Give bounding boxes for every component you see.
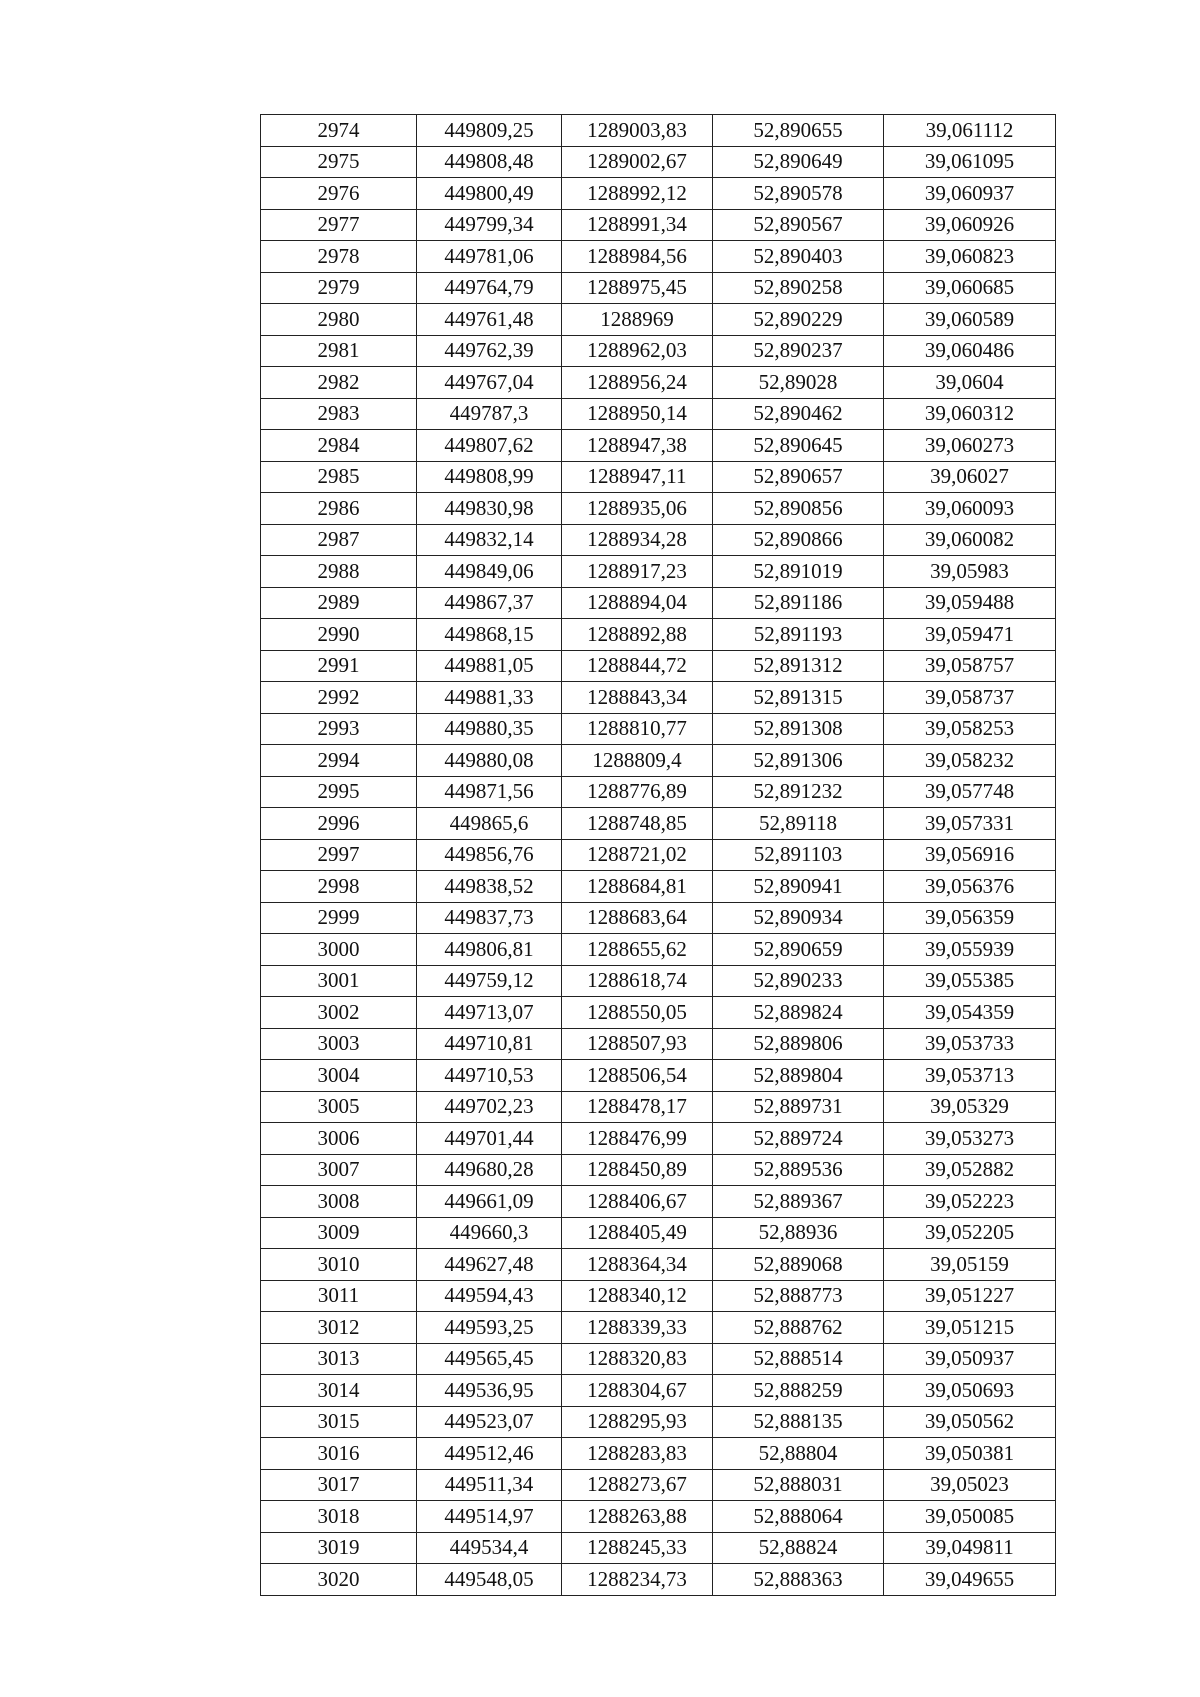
table-row bbox=[261, 587, 1056, 619]
point-number-cell: 3019 bbox=[261, 1532, 417, 1564]
x-coordinate-cell: 449868,15 bbox=[417, 619, 562, 651]
point-number-cell: 3006 bbox=[261, 1123, 417, 1155]
point-number-cell: 2984 bbox=[261, 430, 417, 462]
point-number-cell: 2977 bbox=[261, 209, 417, 241]
table-row bbox=[261, 871, 1056, 903]
y-coordinate-cell: 1288507,93 bbox=[562, 1028, 713, 1060]
point-number-cell: 2987 bbox=[261, 524, 417, 556]
point-number-cell: 3020 bbox=[261, 1564, 417, 1596]
latitude-cell: 52,890934 bbox=[713, 902, 884, 934]
point-number-cell: 3017 bbox=[261, 1469, 417, 1501]
longitude-cell: 39,050937 bbox=[884, 1343, 1056, 1375]
table-row bbox=[261, 965, 1056, 997]
table-row bbox=[261, 335, 1056, 367]
x-coordinate-cell: 449881,33 bbox=[417, 682, 562, 714]
longitude-cell: 39,060685 bbox=[884, 272, 1056, 304]
y-coordinate-cell: 1288476,99 bbox=[562, 1123, 713, 1155]
point-number-cell: 3001 bbox=[261, 965, 417, 997]
table-row bbox=[261, 1060, 1056, 1092]
y-coordinate-cell: 1288748,85 bbox=[562, 808, 713, 840]
point-number-cell: 3003 bbox=[261, 1028, 417, 1060]
y-coordinate-cell: 1288478,17 bbox=[562, 1091, 713, 1123]
point-number-cell: 2982 bbox=[261, 367, 417, 399]
table-row bbox=[261, 461, 1056, 493]
longitude-cell: 39,05159 bbox=[884, 1249, 1056, 1281]
longitude-cell: 39,060589 bbox=[884, 304, 1056, 336]
x-coordinate-cell: 449764,79 bbox=[417, 272, 562, 304]
latitude-cell: 52,890657 bbox=[713, 461, 884, 493]
x-coordinate-cell: 449856,76 bbox=[417, 839, 562, 871]
x-coordinate-cell: 449536,95 bbox=[417, 1375, 562, 1407]
point-number-cell: 2999 bbox=[261, 902, 417, 934]
table-row bbox=[261, 619, 1056, 651]
y-coordinate-cell: 1288340,12 bbox=[562, 1280, 713, 1312]
x-coordinate-cell: 449880,08 bbox=[417, 745, 562, 777]
longitude-cell: 39,060823 bbox=[884, 241, 1056, 273]
x-coordinate-cell: 449832,14 bbox=[417, 524, 562, 556]
longitude-cell: 39,056376 bbox=[884, 871, 1056, 903]
x-coordinate-cell: 449837,73 bbox=[417, 902, 562, 934]
y-coordinate-cell: 1288283,83 bbox=[562, 1438, 713, 1470]
latitude-cell: 52,88936 bbox=[713, 1217, 884, 1249]
longitude-cell: 39,06027 bbox=[884, 461, 1056, 493]
longitude-cell: 39,052223 bbox=[884, 1186, 1056, 1218]
latitude-cell: 52,889367 bbox=[713, 1186, 884, 1218]
longitude-cell: 39,058232 bbox=[884, 745, 1056, 777]
longitude-cell: 39,058253 bbox=[884, 713, 1056, 745]
point-number-cell: 2990 bbox=[261, 619, 417, 651]
point-number-cell: 2992 bbox=[261, 682, 417, 714]
latitude-cell: 52,890229 bbox=[713, 304, 884, 336]
y-coordinate-cell: 1288892,88 bbox=[562, 619, 713, 651]
y-coordinate-cell: 1288304,67 bbox=[562, 1375, 713, 1407]
x-coordinate-cell: 449702,23 bbox=[417, 1091, 562, 1123]
point-number-cell: 2981 bbox=[261, 335, 417, 367]
y-coordinate-cell: 1288273,67 bbox=[562, 1469, 713, 1501]
y-coordinate-cell: 1288984,56 bbox=[562, 241, 713, 273]
x-coordinate-cell: 449661,09 bbox=[417, 1186, 562, 1218]
table-row bbox=[261, 115, 1056, 147]
point-number-cell: 2979 bbox=[261, 272, 417, 304]
longitude-cell: 39,054359 bbox=[884, 997, 1056, 1029]
x-coordinate-cell: 449512,46 bbox=[417, 1438, 562, 1470]
table-row bbox=[261, 1186, 1056, 1218]
latitude-cell: 52,888363 bbox=[713, 1564, 884, 1596]
longitude-cell: 39,060273 bbox=[884, 430, 1056, 462]
longitude-cell: 39,060093 bbox=[884, 493, 1056, 525]
table-row bbox=[261, 1501, 1056, 1533]
coordinates-table-body bbox=[261, 115, 1056, 1596]
x-coordinate-cell: 449781,06 bbox=[417, 241, 562, 273]
x-coordinate-cell: 449800,49 bbox=[417, 178, 562, 210]
y-coordinate-cell: 1288956,24 bbox=[562, 367, 713, 399]
y-coordinate-cell: 1288405,49 bbox=[562, 1217, 713, 1249]
y-coordinate-cell: 1288506,54 bbox=[562, 1060, 713, 1092]
y-coordinate-cell: 1288975,45 bbox=[562, 272, 713, 304]
latitude-cell: 52,890655 bbox=[713, 115, 884, 147]
latitude-cell: 52,890233 bbox=[713, 965, 884, 997]
longitude-cell: 39,050381 bbox=[884, 1438, 1056, 1470]
table-row bbox=[261, 839, 1056, 871]
point-number-cell: 2994 bbox=[261, 745, 417, 777]
point-number-cell: 2991 bbox=[261, 650, 417, 682]
table-row bbox=[261, 1469, 1056, 1501]
table-row bbox=[261, 682, 1056, 714]
point-number-cell: 3004 bbox=[261, 1060, 417, 1092]
latitude-cell: 52,890856 bbox=[713, 493, 884, 525]
y-coordinate-cell: 1288992,12 bbox=[562, 178, 713, 210]
x-coordinate-cell: 449680,28 bbox=[417, 1154, 562, 1186]
longitude-cell: 39,056916 bbox=[884, 839, 1056, 871]
x-coordinate-cell: 449627,48 bbox=[417, 1249, 562, 1281]
latitude-cell: 52,89028 bbox=[713, 367, 884, 399]
longitude-cell: 39,055939 bbox=[884, 934, 1056, 966]
x-coordinate-cell: 449534,4 bbox=[417, 1532, 562, 1564]
point-number-cell: 2980 bbox=[261, 304, 417, 336]
y-coordinate-cell: 1288962,03 bbox=[562, 335, 713, 367]
y-coordinate-cell: 1288364,34 bbox=[562, 1249, 713, 1281]
y-coordinate-cell: 1288809,4 bbox=[562, 745, 713, 777]
latitude-cell: 52,891232 bbox=[713, 776, 884, 808]
x-coordinate-cell: 449701,44 bbox=[417, 1123, 562, 1155]
latitude-cell: 52,889824 bbox=[713, 997, 884, 1029]
y-coordinate-cell: 1288618,74 bbox=[562, 965, 713, 997]
latitude-cell: 52,888064 bbox=[713, 1501, 884, 1533]
x-coordinate-cell: 449548,05 bbox=[417, 1564, 562, 1596]
y-coordinate-cell: 1288550,05 bbox=[562, 997, 713, 1029]
point-number-cell: 2978 bbox=[261, 241, 417, 273]
table-row bbox=[261, 1028, 1056, 1060]
longitude-cell: 39,050693 bbox=[884, 1375, 1056, 1407]
longitude-cell: 39,061112 bbox=[884, 115, 1056, 147]
point-number-cell: 2986 bbox=[261, 493, 417, 525]
table-row bbox=[261, 430, 1056, 462]
y-coordinate-cell: 1288295,93 bbox=[562, 1406, 713, 1438]
table-row bbox=[261, 146, 1056, 178]
x-coordinate-cell: 449849,06 bbox=[417, 556, 562, 588]
latitude-cell: 52,891186 bbox=[713, 587, 884, 619]
point-number-cell: 3009 bbox=[261, 1217, 417, 1249]
x-coordinate-cell: 449830,98 bbox=[417, 493, 562, 525]
x-coordinate-cell: 449880,35 bbox=[417, 713, 562, 745]
latitude-cell: 52,890567 bbox=[713, 209, 884, 241]
table-row bbox=[261, 524, 1056, 556]
table-row bbox=[261, 1280, 1056, 1312]
y-coordinate-cell: 1288406,67 bbox=[562, 1186, 713, 1218]
table-row bbox=[261, 1249, 1056, 1281]
longitude-cell: 39,050085 bbox=[884, 1501, 1056, 1533]
y-coordinate-cell: 1288935,06 bbox=[562, 493, 713, 525]
table-row bbox=[261, 209, 1056, 241]
latitude-cell: 52,889731 bbox=[713, 1091, 884, 1123]
x-coordinate-cell: 449759,12 bbox=[417, 965, 562, 997]
x-coordinate-cell: 449594,43 bbox=[417, 1280, 562, 1312]
x-coordinate-cell: 449838,52 bbox=[417, 871, 562, 903]
y-coordinate-cell: 1288683,64 bbox=[562, 902, 713, 934]
point-number-cell: 2983 bbox=[261, 398, 417, 430]
y-coordinate-cell: 1288947,38 bbox=[562, 430, 713, 462]
longitude-cell: 39,059488 bbox=[884, 587, 1056, 619]
latitude-cell: 52,891312 bbox=[713, 650, 884, 682]
longitude-cell: 39,060486 bbox=[884, 335, 1056, 367]
y-coordinate-cell: 1289003,83 bbox=[562, 115, 713, 147]
x-coordinate-cell: 449871,56 bbox=[417, 776, 562, 808]
longitude-cell: 39,053273 bbox=[884, 1123, 1056, 1155]
table-row bbox=[261, 272, 1056, 304]
latitude-cell: 52,891315 bbox=[713, 682, 884, 714]
x-coordinate-cell: 449761,48 bbox=[417, 304, 562, 336]
longitude-cell: 39,0604 bbox=[884, 367, 1056, 399]
latitude-cell: 52,890649 bbox=[713, 146, 884, 178]
latitude-cell: 52,891308 bbox=[713, 713, 884, 745]
latitude-cell: 52,890578 bbox=[713, 178, 884, 210]
y-coordinate-cell: 1288917,23 bbox=[562, 556, 713, 588]
point-number-cell: 2989 bbox=[261, 587, 417, 619]
y-coordinate-cell: 1288776,89 bbox=[562, 776, 713, 808]
y-coordinate-cell: 1288450,89 bbox=[562, 1154, 713, 1186]
point-number-cell: 2996 bbox=[261, 808, 417, 840]
latitude-cell: 52,890258 bbox=[713, 272, 884, 304]
table-row bbox=[261, 241, 1056, 273]
longitude-cell: 39,05023 bbox=[884, 1469, 1056, 1501]
latitude-cell: 52,890866 bbox=[713, 524, 884, 556]
longitude-cell: 39,049811 bbox=[884, 1532, 1056, 1564]
x-coordinate-cell: 449799,34 bbox=[417, 209, 562, 241]
latitude-cell: 52,889536 bbox=[713, 1154, 884, 1186]
point-number-cell: 3007 bbox=[261, 1154, 417, 1186]
y-coordinate-cell: 1289002,67 bbox=[562, 146, 713, 178]
table-row bbox=[261, 1438, 1056, 1470]
y-coordinate-cell: 1288339,33 bbox=[562, 1312, 713, 1344]
x-coordinate-cell: 449767,04 bbox=[417, 367, 562, 399]
coordinates-table bbox=[260, 114, 1056, 1596]
table-row bbox=[261, 1343, 1056, 1375]
latitude-cell: 52,888514 bbox=[713, 1343, 884, 1375]
table-row bbox=[261, 1532, 1056, 1564]
table-row bbox=[261, 745, 1056, 777]
x-coordinate-cell: 449787,3 bbox=[417, 398, 562, 430]
point-number-cell: 3016 bbox=[261, 1438, 417, 1470]
x-coordinate-cell: 449523,07 bbox=[417, 1406, 562, 1438]
y-coordinate-cell: 1288263,88 bbox=[562, 1501, 713, 1533]
latitude-cell: 52,888762 bbox=[713, 1312, 884, 1344]
latitude-cell: 52,891193 bbox=[713, 619, 884, 651]
point-number-cell: 3002 bbox=[261, 997, 417, 1029]
point-number-cell: 2975 bbox=[261, 146, 417, 178]
point-number-cell: 3000 bbox=[261, 934, 417, 966]
longitude-cell: 39,056359 bbox=[884, 902, 1056, 934]
x-coordinate-cell: 449865,6 bbox=[417, 808, 562, 840]
table-row bbox=[261, 1312, 1056, 1344]
longitude-cell: 39,060082 bbox=[884, 524, 1056, 556]
table-row bbox=[261, 178, 1056, 210]
x-coordinate-cell: 449710,53 bbox=[417, 1060, 562, 1092]
latitude-cell: 52,890462 bbox=[713, 398, 884, 430]
point-number-cell: 3012 bbox=[261, 1312, 417, 1344]
table-row bbox=[261, 556, 1056, 588]
longitude-cell: 39,05329 bbox=[884, 1091, 1056, 1123]
longitude-cell: 39,053733 bbox=[884, 1028, 1056, 1060]
point-number-cell: 3015 bbox=[261, 1406, 417, 1438]
table-row bbox=[261, 1154, 1056, 1186]
point-number-cell: 3018 bbox=[261, 1501, 417, 1533]
longitude-cell: 39,060937 bbox=[884, 178, 1056, 210]
y-coordinate-cell: 1288655,62 bbox=[562, 934, 713, 966]
y-coordinate-cell: 1288843,34 bbox=[562, 682, 713, 714]
longitude-cell: 39,051227 bbox=[884, 1280, 1056, 1312]
point-number-cell: 3011 bbox=[261, 1280, 417, 1312]
x-coordinate-cell: 449660,3 bbox=[417, 1217, 562, 1249]
latitude-cell: 52,88804 bbox=[713, 1438, 884, 1470]
latitude-cell: 52,89118 bbox=[713, 808, 884, 840]
longitude-cell: 39,057331 bbox=[884, 808, 1056, 840]
point-number-cell: 2993 bbox=[261, 713, 417, 745]
point-number-cell: 2985 bbox=[261, 461, 417, 493]
table-row bbox=[261, 398, 1056, 430]
y-coordinate-cell: 1288320,83 bbox=[562, 1343, 713, 1375]
x-coordinate-cell: 449881,05 bbox=[417, 650, 562, 682]
table-row bbox=[261, 1375, 1056, 1407]
table-row bbox=[261, 1091, 1056, 1123]
latitude-cell: 52,890645 bbox=[713, 430, 884, 462]
y-coordinate-cell: 1288721,02 bbox=[562, 839, 713, 871]
x-coordinate-cell: 449807,62 bbox=[417, 430, 562, 462]
longitude-cell: 39,052205 bbox=[884, 1217, 1056, 1249]
x-coordinate-cell: 449514,97 bbox=[417, 1501, 562, 1533]
point-number-cell: 2974 bbox=[261, 115, 417, 147]
y-coordinate-cell: 1288950,14 bbox=[562, 398, 713, 430]
latitude-cell: 52,891019 bbox=[713, 556, 884, 588]
latitude-cell: 52,888259 bbox=[713, 1375, 884, 1407]
longitude-cell: 39,061095 bbox=[884, 146, 1056, 178]
point-number-cell: 2995 bbox=[261, 776, 417, 808]
y-coordinate-cell: 1288844,72 bbox=[562, 650, 713, 682]
table-row bbox=[261, 713, 1056, 745]
longitude-cell: 39,053713 bbox=[884, 1060, 1056, 1092]
x-coordinate-cell: 449808,99 bbox=[417, 461, 562, 493]
table-row bbox=[261, 997, 1056, 1029]
latitude-cell: 52,890941 bbox=[713, 871, 884, 903]
table-row bbox=[261, 367, 1056, 399]
x-coordinate-cell: 449710,81 bbox=[417, 1028, 562, 1060]
y-coordinate-cell: 1288947,11 bbox=[562, 461, 713, 493]
y-coordinate-cell: 1288934,28 bbox=[562, 524, 713, 556]
latitude-cell: 52,891306 bbox=[713, 745, 884, 777]
table-row bbox=[261, 650, 1056, 682]
point-number-cell: 3005 bbox=[261, 1091, 417, 1123]
point-number-cell: 2997 bbox=[261, 839, 417, 871]
y-coordinate-cell: 1288991,34 bbox=[562, 209, 713, 241]
longitude-cell: 39,049655 bbox=[884, 1564, 1056, 1596]
point-number-cell: 2988 bbox=[261, 556, 417, 588]
y-coordinate-cell: 1288684,81 bbox=[562, 871, 713, 903]
table-row bbox=[261, 493, 1056, 525]
longitude-cell: 39,050562 bbox=[884, 1406, 1056, 1438]
y-coordinate-cell: 1288969 bbox=[562, 304, 713, 336]
x-coordinate-cell: 449808,48 bbox=[417, 146, 562, 178]
table-row bbox=[261, 1406, 1056, 1438]
latitude-cell: 52,890237 bbox=[713, 335, 884, 367]
latitude-cell: 52,889068 bbox=[713, 1249, 884, 1281]
latitude-cell: 52,88824 bbox=[713, 1532, 884, 1564]
point-number-cell: 2976 bbox=[261, 178, 417, 210]
longitude-cell: 39,058737 bbox=[884, 682, 1056, 714]
longitude-cell: 39,052882 bbox=[884, 1154, 1056, 1186]
table-row bbox=[261, 1123, 1056, 1155]
latitude-cell: 52,888135 bbox=[713, 1406, 884, 1438]
x-coordinate-cell: 449565,45 bbox=[417, 1343, 562, 1375]
longitude-cell: 39,060312 bbox=[884, 398, 1056, 430]
y-coordinate-cell: 1288245,33 bbox=[562, 1532, 713, 1564]
longitude-cell: 39,060926 bbox=[884, 209, 1056, 241]
longitude-cell: 39,05983 bbox=[884, 556, 1056, 588]
y-coordinate-cell: 1288234,73 bbox=[562, 1564, 713, 1596]
point-number-cell: 3010 bbox=[261, 1249, 417, 1281]
longitude-cell: 39,057748 bbox=[884, 776, 1056, 808]
x-coordinate-cell: 449806,81 bbox=[417, 934, 562, 966]
table-row bbox=[261, 808, 1056, 840]
latitude-cell: 52,889804 bbox=[713, 1060, 884, 1092]
latitude-cell: 52,890659 bbox=[713, 934, 884, 966]
table-row bbox=[261, 776, 1056, 808]
latitude-cell: 52,891103 bbox=[713, 839, 884, 871]
table-row bbox=[261, 1564, 1056, 1596]
y-coordinate-cell: 1288894,04 bbox=[562, 587, 713, 619]
latitude-cell: 52,888773 bbox=[713, 1280, 884, 1312]
longitude-cell: 39,058757 bbox=[884, 650, 1056, 682]
table-row bbox=[261, 304, 1056, 336]
longitude-cell: 39,055385 bbox=[884, 965, 1056, 997]
table-row bbox=[261, 902, 1056, 934]
x-coordinate-cell: 449867,37 bbox=[417, 587, 562, 619]
point-number-cell: 2998 bbox=[261, 871, 417, 903]
latitude-cell: 52,889806 bbox=[713, 1028, 884, 1060]
latitude-cell: 52,890403 bbox=[713, 241, 884, 273]
longitude-cell: 39,059471 bbox=[884, 619, 1056, 651]
point-number-cell: 3014 bbox=[261, 1375, 417, 1407]
point-number-cell: 3008 bbox=[261, 1186, 417, 1218]
latitude-cell: 52,888031 bbox=[713, 1469, 884, 1501]
table-row bbox=[261, 934, 1056, 966]
latitude-cell: 52,889724 bbox=[713, 1123, 884, 1155]
x-coordinate-cell: 449511,34 bbox=[417, 1469, 562, 1501]
point-number-cell: 3013 bbox=[261, 1343, 417, 1375]
x-coordinate-cell: 449593,25 bbox=[417, 1312, 562, 1344]
y-coordinate-cell: 1288810,77 bbox=[562, 713, 713, 745]
longitude-cell: 39,051215 bbox=[884, 1312, 1056, 1344]
table-row bbox=[261, 1217, 1056, 1249]
x-coordinate-cell: 449762,39 bbox=[417, 335, 562, 367]
x-coordinate-cell: 449713,07 bbox=[417, 997, 562, 1029]
x-coordinate-cell: 449809,25 bbox=[417, 115, 562, 147]
